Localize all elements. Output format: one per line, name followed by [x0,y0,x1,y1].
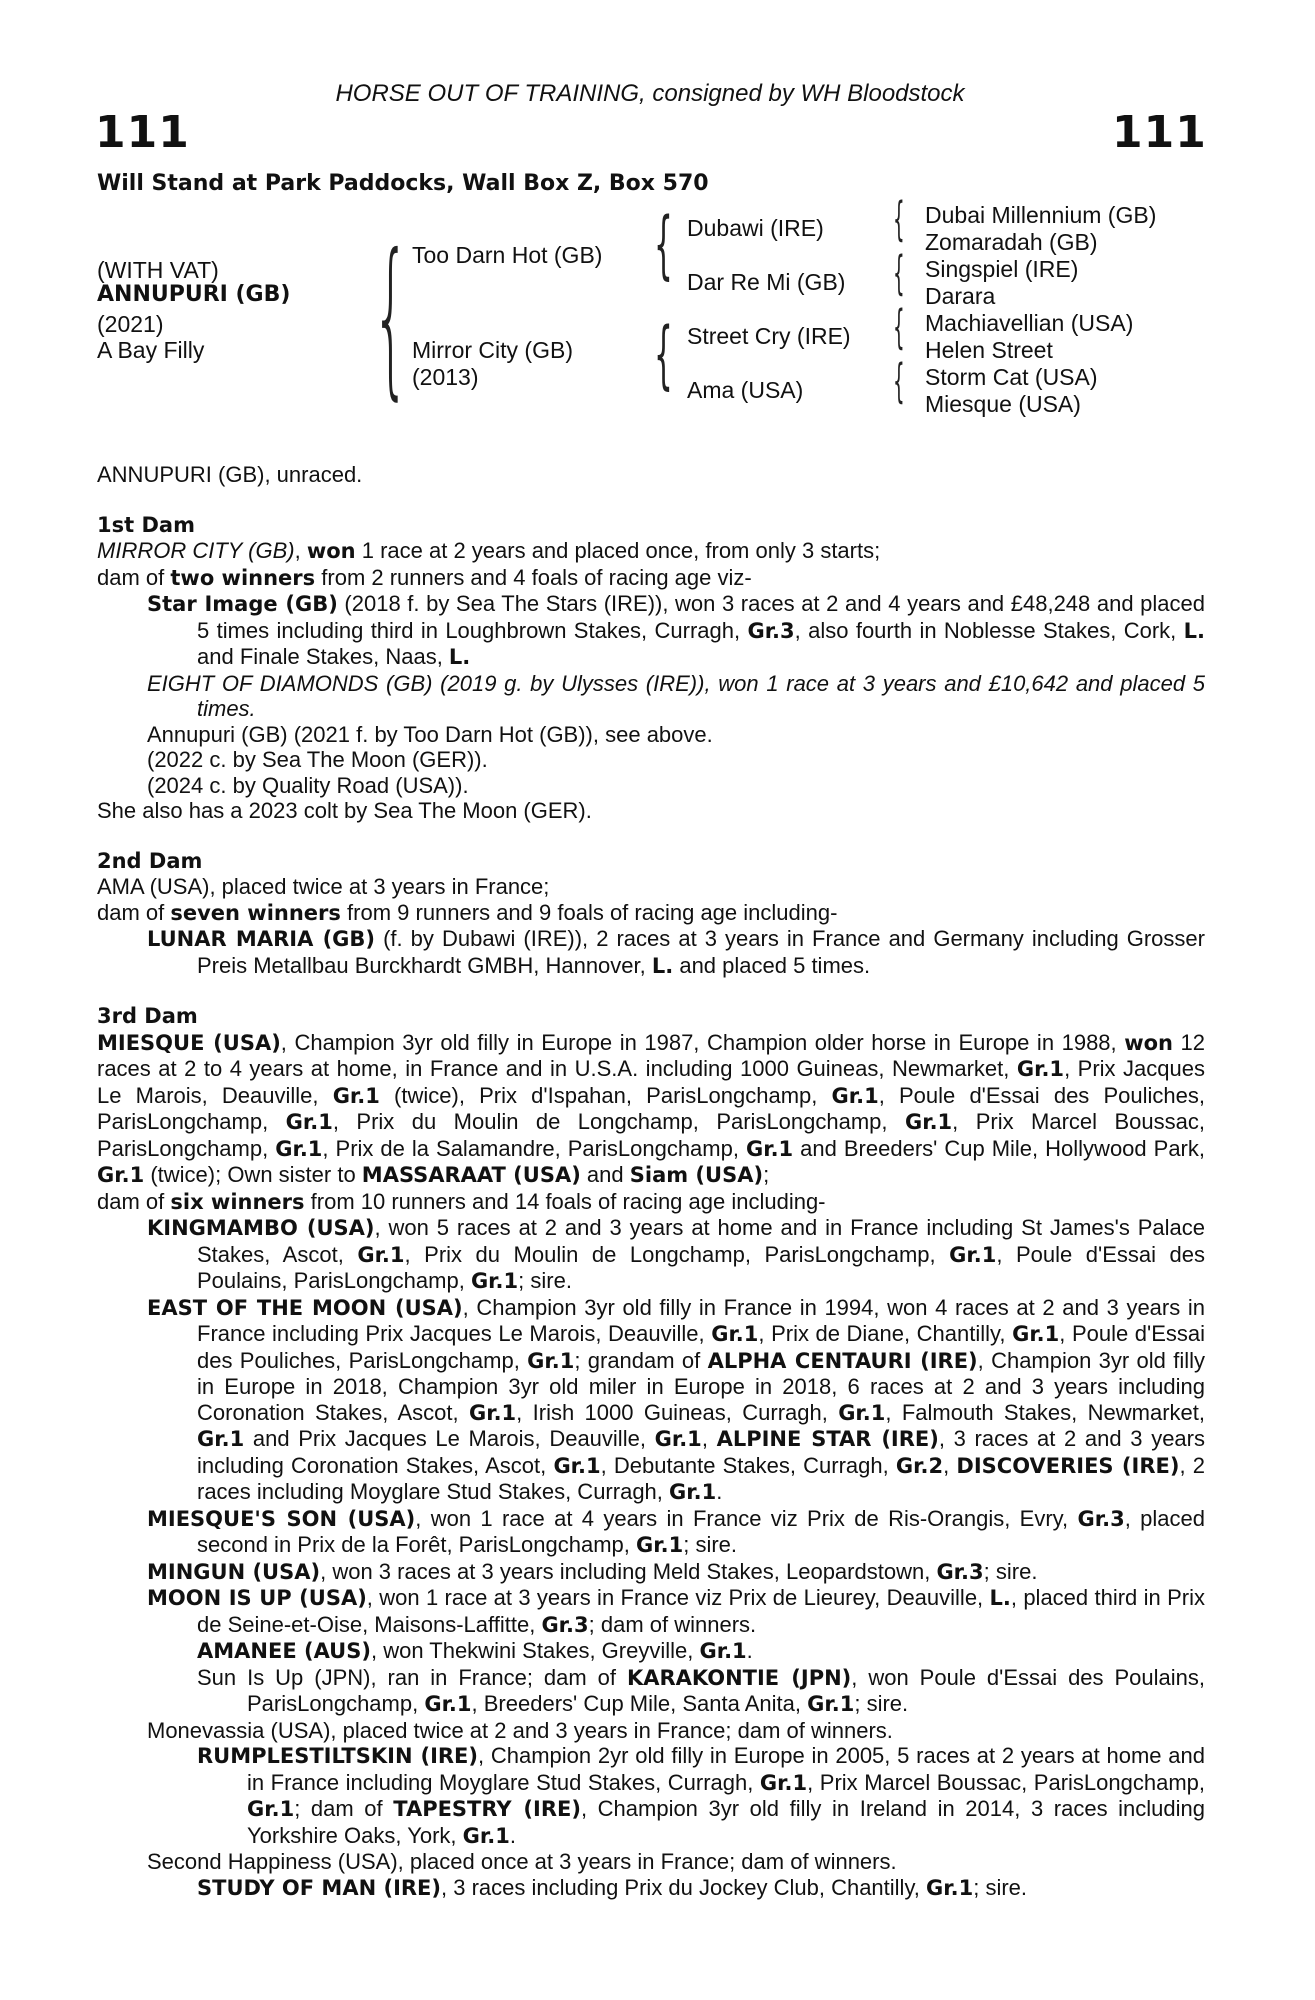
first-dam-record: MIRROR CITY (GB), won 1 race at 2 years and placed once, from only 3 starts; [97,538,881,563]
first-dam-produce: dam of two winners from 2 runners and 4 foals of racing age viz- [97,564,752,590]
third-dam-heading: 3rd Dam [97,1004,198,1028]
produce-entry: LUNAR MARIA (GB) (f. by Dubawi (IRE)), 2 races at 3 years in France and Germany including Grosser Preis Metallbau Burckhardt GMBH, Hannover, L. and placed 5 times. [147,926,1205,978]
produce-entry: STUDY OF MAN (IRE), 3 races including Prix du Jockey Club, Chantilly, Gr.1; sire. [197,1874,1028,1900]
pedigree-g6: Helen Street [925,337,1053,363]
vat-label: (WITH VAT) [97,257,219,283]
produce-entry: EIGHT OF DIAMONDS (GB) (2019 g. by Ulysses (IRE)), won 1 race at 3 years and £10,642 and placed 5 times. [147,670,1205,721]
produce-entry: Second Happiness (USA), placed once at 3 years in France; dam of winners. [147,1849,897,1874]
produce-entry: MINGUN (USA), won 3 races at 3 years including Meld Stakes, Leopardstown, Gr.3; sire. [147,1558,1038,1584]
horse-name: ANNUPURI (GB) [97,282,291,307]
produce-entry: Star Image (GB) (2018 f. by Sea The Stars (IRE)), won 3 races at 2 and 4 years and £48,248 and placed 5 times including third in Loughbrown Stakes, Curragh, Gr.3, also fourth in Noblesse Stakes, Cork, L. and Finale Stakes, Naas, L. [147,591,1205,669]
third-dam-record: MIESQUE (USA), Champion 3yr old filly in Europe in 1987, Champion older horse in Europe in 1988, won 12 races at 2 to 4 years at home, in France and in U.S.A. including 1000 Guineas, Newmarket, Gr.1, Prix Jacques Le Marois, Deauville, Gr.1 (twice), Prix d'Ispahan, ParisLongchamp, Gr.1, Poule d'Essai des Pouliches, ParisLongchamp, Gr.1, Prix du Moulin de Longchamp, ParisLongchamp, Gr.1, Prix Marcel Boussac, ParisLongchamp, Gr.1, Prix de la Salamandre, ParisLongchamp, Gr.1 and Breeders' Cup Mile, Hollywood Park, Gr.1 (twice); Own sister to MASSARAAT (USA) and Siam (USA); [97,1029,1205,1187]
produce-entry: RUMPLESTILTSKIN (IRE), Champion 2yr old filly in Europe in 2005, 5 races at 2 years at home and in France including Moyglare Stud Stakes, Curragh, Gr.1, Prix Marcel Boussac, ParisLongchamp, Gr.1; dam of TAPESTRY (IRE), Champion 3yr old filly in Ireland in 2014, 3 races including Yorkshire Oaks, York, Gr.1. [197,1743,1206,1848]
second-dam-record: AMA (USA), placed twice at 3 years in France; [97,874,550,899]
pedigree-g2: Zomaradah (GB) [925,229,1098,255]
produce-entry: EAST OF THE MOON (USA), Champion 3yr old filly in France in 1994, won 4 races at 2 and 3 years in France including Prix Jacques Le Marois, Deauville, Gr.1, Prix de Diane, Chantilly, Gr.1, Poule d'Essai des Pouliches, ParisLongchamp, Gr.1; grandam of ALPHA CENTAURI (IRE), Champion 3yr old filly in Europe in 2018, Champion 3yr old miler in Europe in 2018, 6 races at 2 and 3 years including Coronation Stakes, Ascot, Gr.1, Irish 1000 Guineas, Curragh, Gr.1, Falmouth Stakes, Newmarket, Gr.1 and Prix Jacques Le Marois, Deauville, Gr.1, ALPINE STAR (IRE), 3 races at 2 and 3 years including Coronation Stakes, Ascot, Gr.1, Debutante Stakes, Curragh, Gr.2, DISCOVERIES (IRE), 2 races including Moyglare Stud Stakes, Curragh, Gr.1. [147,1294,1205,1504]
produce-entry: Annupuri (GB) (2021 f. by Too Darn Hot (GB)), see above. [147,721,713,747]
lot-number-left: 111 [95,107,190,158]
produce-entry: KINGMAMBO (USA), won 5 races at 2 and 3 years at home and in France including St James's Palace Stakes, Ascot, Gr.1, Prix du Moulin de Longchamp, ParisLongchamp, Gr.1, Poule d'Essai des Poulains, ParisLongchamp, Gr.1; sire. [147,1215,1205,1293]
dam-line-bracket: { [654,312,673,398]
pedigree-sire: Too Darn Hot (GB) [412,242,603,268]
pedigree-dam: Mirror City (GB) [412,337,573,363]
sale-header: HORSE OUT OF TRAINING, consigned by WH Bloodstock [335,80,965,107]
sire-dam-bracket: { [372,218,410,416]
pedigree-sire-sire: Dubawi (IRE) [687,215,824,241]
g3-bracket: { [893,300,905,354]
lot-number-right: 111 [1112,107,1207,158]
first-dam-heading: 1st Dam [97,512,195,537]
pedigree-g8: Miesque (USA) [925,391,1081,417]
catalogue-body [97,462,1205,1901]
stand-location: Will Stand at Park Paddocks, Wall Box Z, Box 570 [97,171,709,196]
produce-entry: Monevassia (USA), placed twice at 2 and 3 years in France; dam of winners. [147,1717,893,1743]
sire-line-bracket: { [654,202,673,288]
produce-entry: (2024 c. by Quality Road (USA)). [147,772,469,798]
pedigree-g1: Dubai Millennium (GB) [925,202,1157,228]
unraced-note: ANNUPURI (GB), unraced. [97,462,363,487]
second-dam-produce: dam of seven winners from 9 runners and 9 foals of racing age including- [97,899,838,925]
second-dam-heading: 2nd Dam [97,848,203,873]
produce-entry: Sun Is Up (JPN), ran in France; dam of KARAKONTIE (JPN), won Poule d'Essai des Poulains, ParisLongchamp, Gr.1, Breeders' Cup Mile, Santa Anita, Gr.1; sire. [197,1664,1205,1716]
pedigree-g4: Darara [925,283,996,309]
g1-bracket: { [893,192,905,246]
produce-entry: AMANEE (AUS), won Thekwini Stakes, Greyville, Gr.1. [197,1638,753,1663]
g2-bracket: { [893,246,905,300]
pedigree-g7: Storm Cat (USA) [925,364,1098,390]
pedigree-dam-year: (2013) [412,364,479,390]
first-dam-note: She also has a 2023 colt by Sea The Moon (GER). [97,798,592,823]
pedigree-g5: Machiavellian (USA) [925,310,1134,336]
produce-entry: (2022 c. by Sea The Moon (GER)). [147,747,488,772]
third-dam-produce: dam of six winners from 10 runners and 14 foals of racing age including- [97,1188,826,1214]
pedigree-dam-sire: Street Cry (IRE) [687,323,851,349]
g4-bracket: { [893,354,905,408]
horse-year: (2021) [97,311,164,337]
pedigree-dam-dam: Ama (USA) [687,377,804,403]
produce-entry: MIESQUE'S SON (USA), won 1 race at 4 years in France viz Prix de Ris-Orangis, Evry, Gr.3, placed second in Prix de la Forêt, ParisLongchamp, Gr.1; sire. [147,1505,1205,1557]
pedigree-sire-dam: Dar Re Mi (GB) [687,269,846,295]
produce-entry: MOON IS UP (USA), won 1 race at 3 years in France viz Prix de Lieurey, Deauville, L., placed third in Prix de Seine-et-Oise, Maisons-Laffitte, Gr.3; dam of winners. [147,1585,1205,1637]
horse-description: A Bay Filly [97,337,205,363]
pedigree-g3: Singspiel (IRE) [925,256,1079,282]
